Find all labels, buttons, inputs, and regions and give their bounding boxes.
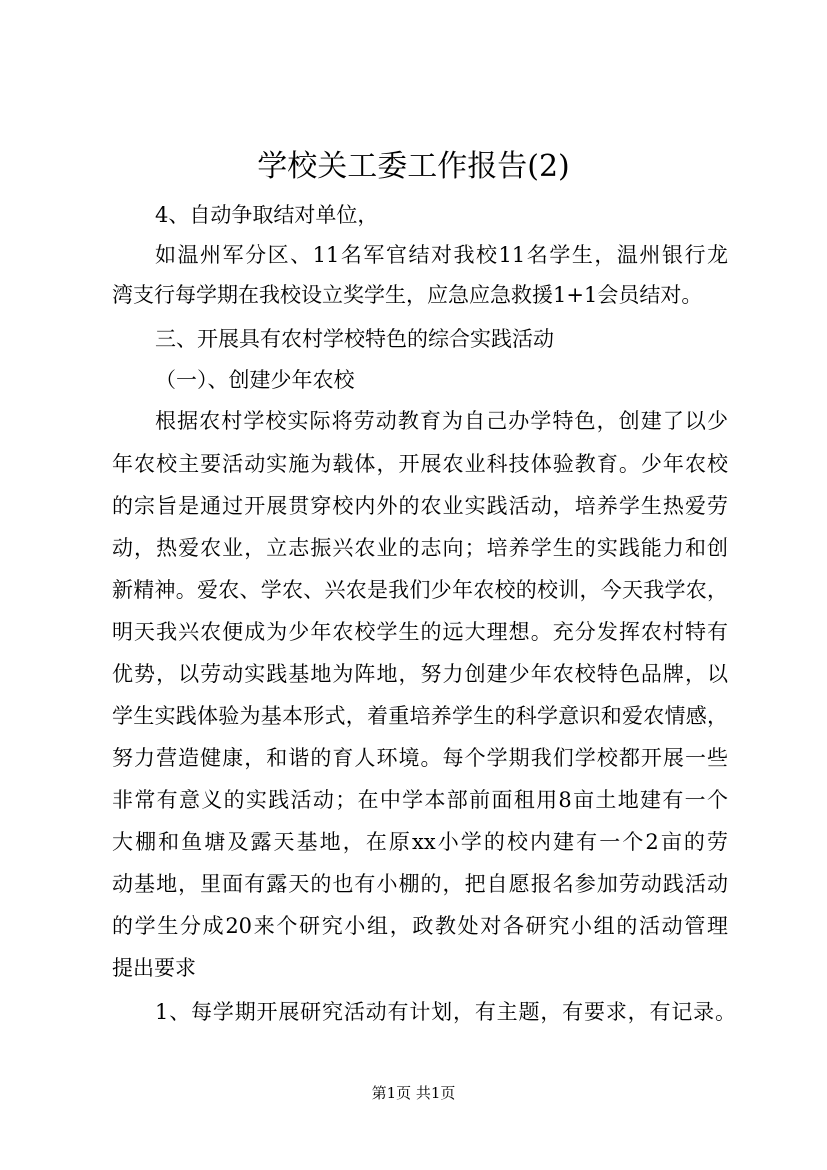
paragraph-line: 湾支行每学期在我校设立奖学生，应急应急救援1+1会员结对。 [112,283,703,307]
subsection-heading: （一）、创建少年农校 [155,368,355,392]
list-item: 1、每学期开展研究活动有计划，有主题，有要求，有记录。 [155,1000,736,1024]
paragraph-line: 努力营造健康，和谐的育人环境。每个学期我们学校都开展一些 [112,746,728,770]
list-item-heading: 4、自动争取结对单位， [155,203,379,227]
page-number: 第1页 共1页 [371,1084,456,1102]
paragraph-line: 明天我兴农便成为少年农校学生的远大理想。充分发挥农村特有 [112,620,728,644]
paragraph-line: 的学生分成20来个研究小组，政教处对各研究小组的活动管理 [112,914,728,938]
paragraph-line: 根据农村学校实际将劳动教育为自己办学特色，创建了以少 [155,409,728,433]
paragraph-line: 新精神。爱农、学农、兴农是我们少年农校的校训，今天我学农， [112,578,728,602]
document-title: 学校关工委工作报告(2) [257,149,570,184]
paragraph-line: 学生实践体验为基本形式，着重培养学生的科学意识和爱农情感， [112,704,728,728]
paragraph-line: 动，热爱农业，立志振兴农业的志向；培养学生的实践能力和创 [112,536,728,560]
paragraph-line: 大棚和鱼塘及露天基地，在原xx小学的校内建有一个2亩的劳 [112,830,728,854]
paragraph-line: 非常有意义的实践活动；在中学本部前面租用8亩土地建有一个 [112,788,728,812]
paragraph-line: 提出要求 [112,956,196,980]
paragraph-line: 如温州军分区、11名军官结对我校11名学生，温州银行龙 [155,243,728,267]
paragraph-line: 年农校主要活动实施为载体，开展农业科技体验教育。少年农校 [112,452,728,476]
section-heading: 三、开展具有农村学校特色的综合实践活动 [155,327,554,351]
paragraph-line: 的宗旨是通过开展贯穿校内外的农业实践活动，培养学生热爱劳 [112,494,728,518]
paragraph-line: 优势，以劳动实践基地为阵地，努力创建少年农校特色品牌，以 [112,662,728,686]
paragraph-line: 动基地，里面有露天的也有小棚的，把自愿报名参加劳动践活动 [112,872,728,896]
